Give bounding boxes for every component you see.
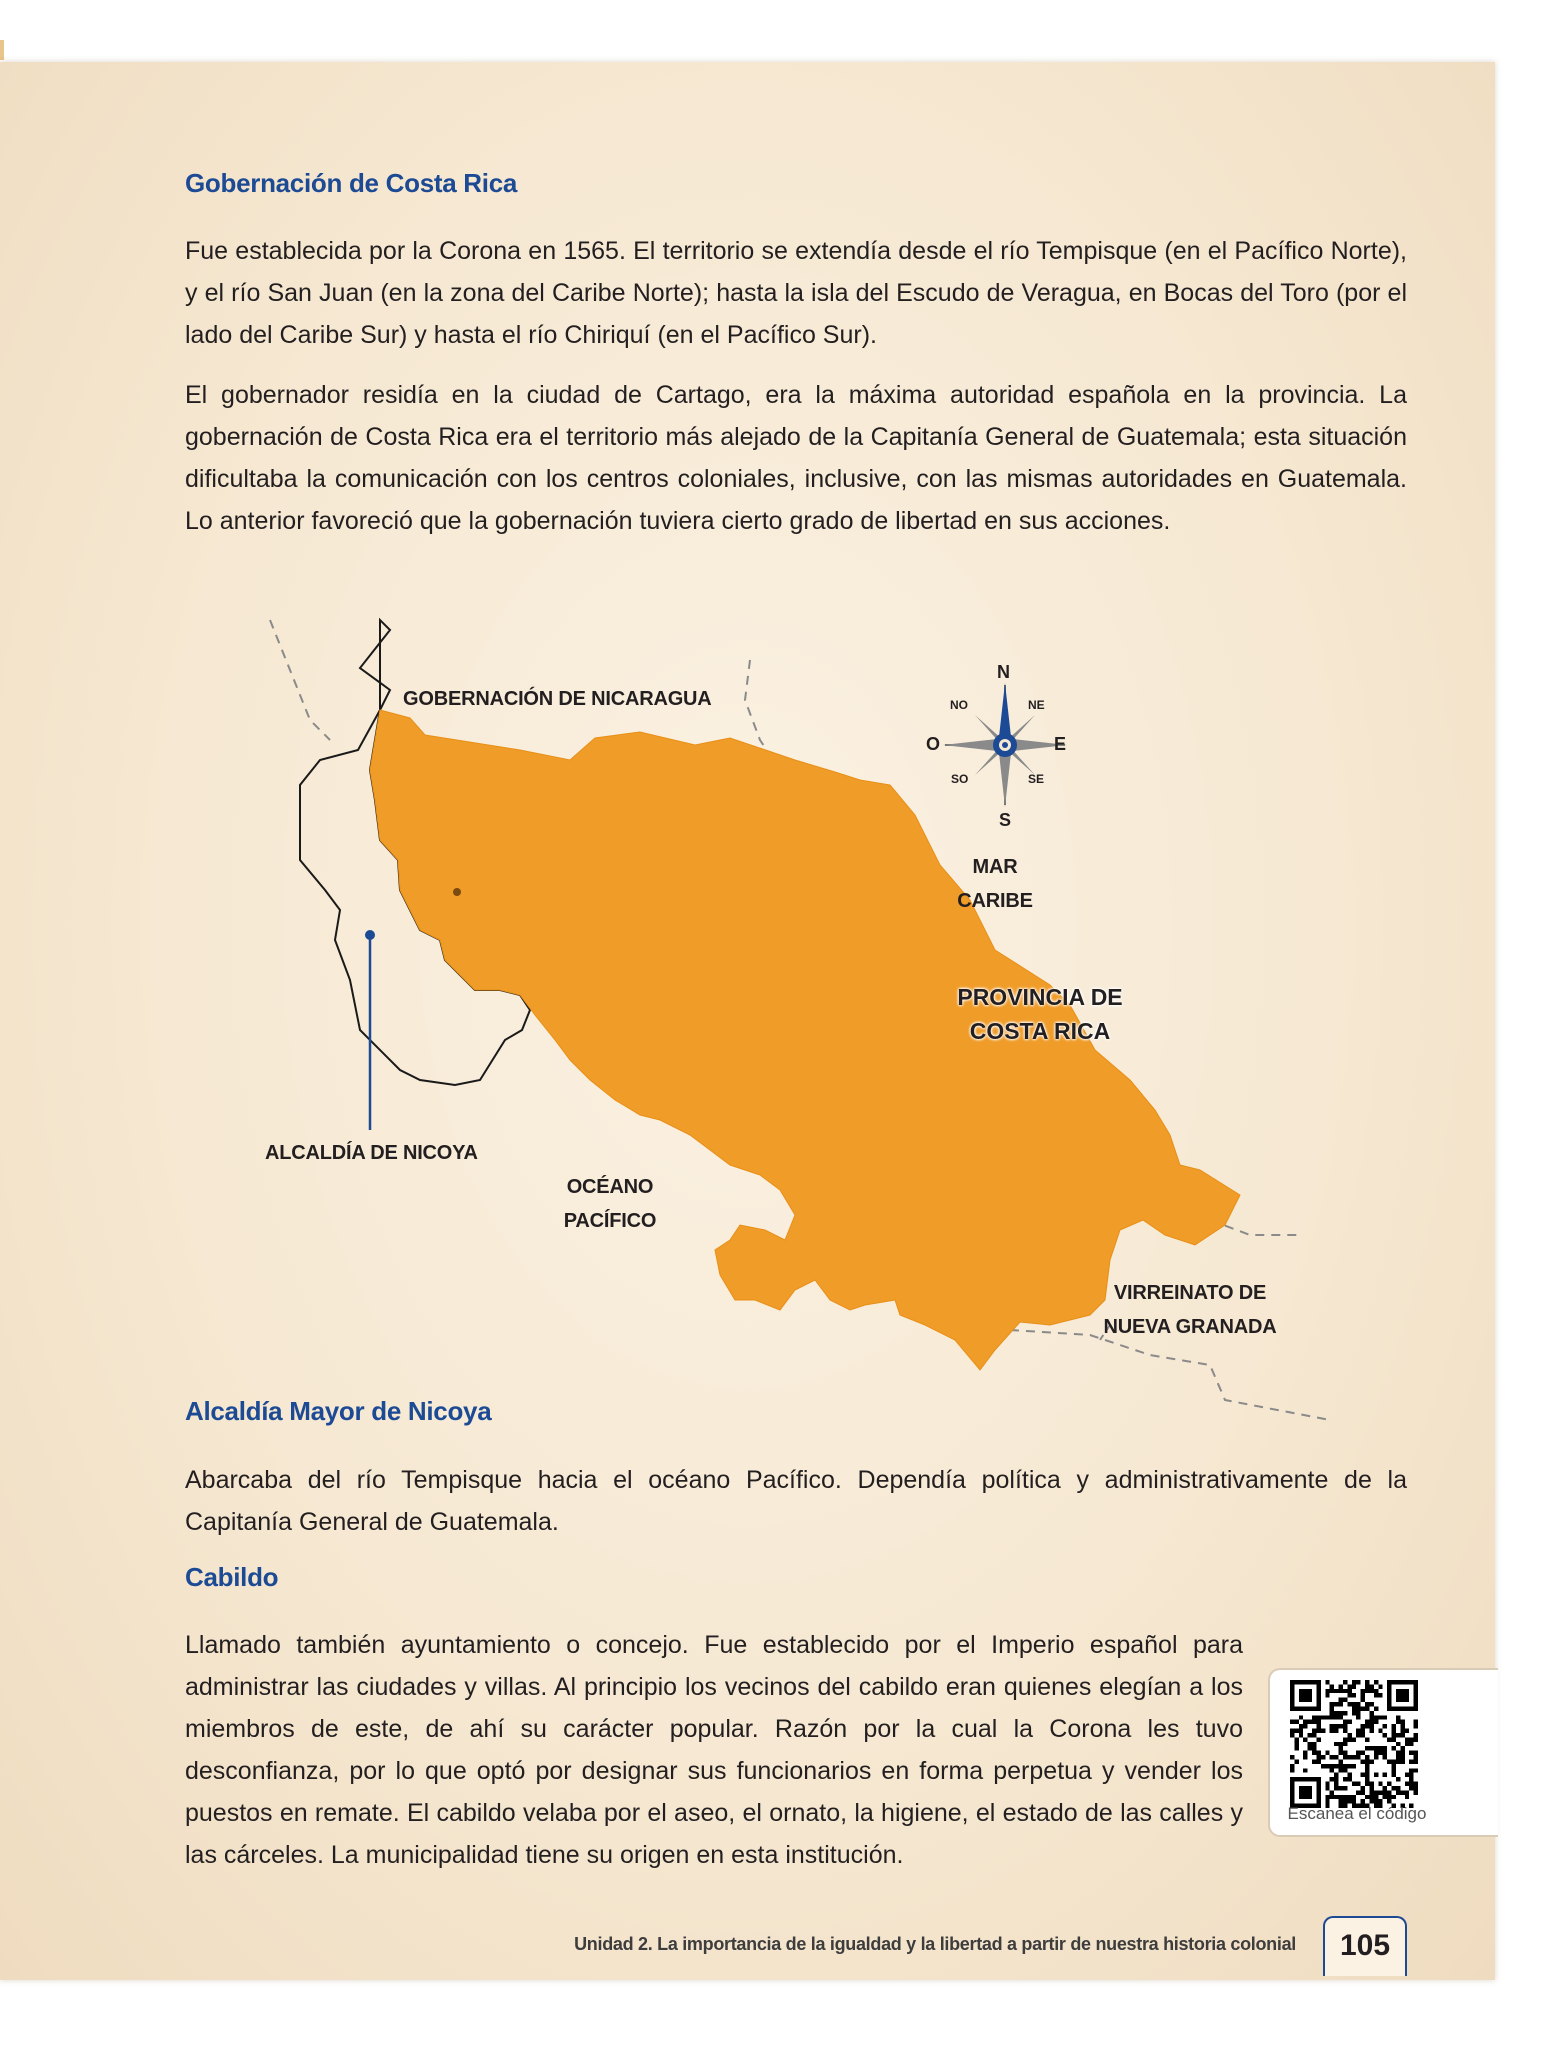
label-oceano-line2: PACÍFICO: [563, 1210, 657, 1232]
compass-no: NO: [950, 698, 968, 712]
label-provincia-line1: PROVINCIA DE: [957, 984, 1123, 1010]
label-provincia-costa-rica: [890, 980, 1190, 1048]
label-mar-caribe-line1: MAR: [972, 856, 1018, 878]
page-edge-mark: [0, 40, 4, 60]
heading-gobernacion: Gobernación de Costa Rica: [185, 168, 518, 198]
label-mar-caribe-line2: CARIBE: [957, 890, 1033, 912]
compass-n: N: [997, 662, 1010, 682]
paragraph-gobernacion-1: Fue establecida por la Corona en 1565. El territorio se extendía desde el río Tempisque (en el Pacífico Norte), y el río San Juan (en la zona del Caribe Norte); hasta la isla del Escudo de Veragua, en Bocas del Toro (por el lado del Caribe Sur) y hasta el río Chiriquí (en el Pacífico Sur).: [185, 237, 1407, 349]
label-oceano-line1: OCÉANO: [566, 1176, 654, 1198]
qr-code-icon[interactable]: [1290, 1680, 1418, 1808]
footer-unit-title: Unidad 2. La importancia de la igualdad y la libertad a partir de nuestra historia colonial: [574, 1934, 1296, 1954]
compass-s: S: [999, 810, 1012, 830]
heading-alcaldia-nicoya: Alcaldía Mayor de Nicoya: [185, 1396, 492, 1426]
compass-se: SE: [1028, 772, 1045, 786]
label-mar-caribe: [945, 850, 1045, 918]
label-virreinato-line2: NUEVA GRANADA: [1103, 1316, 1277, 1338]
compass-o: O: [926, 734, 941, 754]
label-oceano-pacifico: [550, 1170, 670, 1238]
label-gobernacion-nicaragua: GOBERNACIÓN DE NICARAGUA: [403, 688, 712, 710]
qr-code-panel[interactable]: [1268, 1668, 1498, 1837]
compass-ne: NE: [1028, 698, 1045, 712]
compass-e: E: [1054, 734, 1067, 754]
qr-caption: Escanea el código: [1287, 1804, 1427, 1823]
heading-cabildo: Cabildo: [185, 1562, 279, 1592]
paragraph-gobernacion-2: El gobernador residía en la ciudad de Cartago, era la máxima autoridad española en la provincia. La gobernación de Costa Rica era el territorio más alejado de la Capitanía General de Guatemala; esta situación dificultaba la comunicación con los centros coloniales, inclusive, con las mismas autoridades en Guatemala. Lo anterior favoreció que la gobernación tuviera cierto grado de libertad en sus acciones.: [185, 381, 1407, 535]
label-virreinato-nueva-granada: [1090, 1276, 1290, 1344]
page-number-box: [1323, 1916, 1407, 1976]
cartago-dot: [453, 888, 461, 896]
paragraph-alcaldia-nicoya: Abarcaba del río Tempisque hacia el océano Pacífico. Dependía política y administrativamente de la Capitanía General de Guatemala.: [185, 1466, 1407, 1536]
label-virreinato-line1: VIRREINATO DE: [1113, 1282, 1267, 1304]
page-number: 105: [1339, 1929, 1391, 1962]
paragraph-cabildo: Llamado también ayuntamiento o concejo. Fue establecido por el Imperio español para administrar las ciudades y villas. Al principio los vecinos del cabildo eran quienes elegían a los miembros de este, de ahí su carácter popular. Razón por la cual la Corona les tuvo desconfianza, por lo que optó por designar sus funcionarios en forma perpetua y vender los puestos en remate. El cabildo velaba por el aseo, el ornato, la higiene, el estado de las calles y las cárceles. La municipalidad tiene su origen en esta institución.: [185, 1631, 1243, 1869]
label-provincia-line2: COSTA RICA: [969, 1018, 1111, 1044]
costa-rica-map: [250, 610, 1350, 1430]
nicoya-leader-dot: [365, 930, 375, 940]
compass-so: SO: [951, 772, 969, 786]
label-alcaldia-nicoya: ALCALDÍA DE NICOYA: [265, 1142, 478, 1164]
border-dashed-nw: [270, 620, 330, 740]
